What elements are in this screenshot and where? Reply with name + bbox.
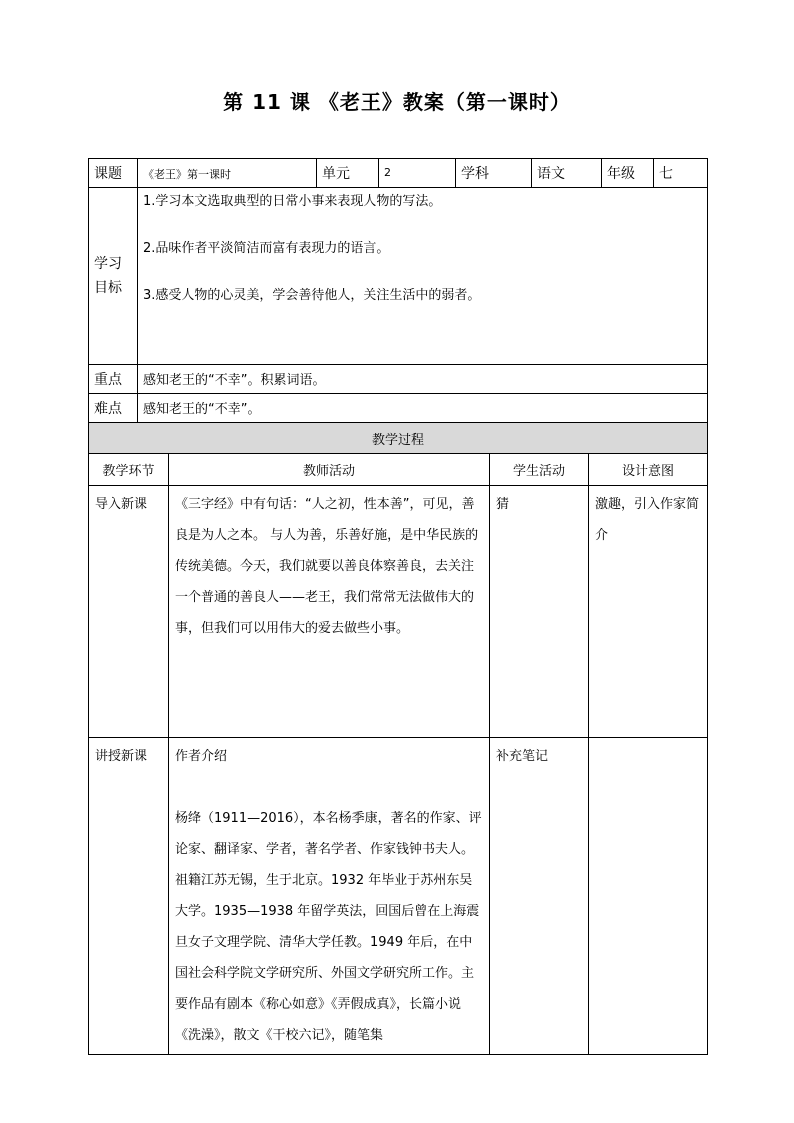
key-point-text: 感知老王的“不幸”。积累词语。 (138, 365, 708, 394)
grade-label: 年级 (602, 159, 654, 188)
grade-value: 七 (654, 159, 708, 188)
stage-cell: 导入新课 (89, 486, 169, 738)
subject-value: 语文 (532, 159, 602, 188)
teacher-activity-cell (169, 738, 490, 1055)
table-row (89, 738, 708, 1055)
column-header-student: 学生活动 (490, 454, 589, 486)
subject-label: 学科 (456, 159, 532, 188)
column-header-stage: 教学环节 (89, 454, 169, 486)
column-header-intent: 设计意图 (589, 454, 708, 486)
student-activity-cell: 猜 (490, 486, 589, 738)
key-point-label: 重点 (89, 365, 138, 394)
lesson-info-table (88, 158, 708, 423)
objectives-content (138, 188, 708, 365)
design-intent-cell (589, 738, 708, 1055)
objective-item: 1.学习本文选取典型的日常小事来表现人物的写法。 (143, 194, 442, 209)
process-header: 教学过程 (89, 423, 708, 454)
objectives-label (89, 188, 138, 365)
objective-item: 3.感受人物的心灵美，学会善待他人，关注生活中的弱者。 (143, 288, 481, 303)
difficulty-label: 难点 (89, 394, 138, 423)
teacher-activity-title: 作者介绍 (175, 749, 228, 764)
design-intent-cell: 激趣，引入作家简介 (589, 486, 708, 738)
topic-value: 《老王》第一课时 (138, 159, 317, 188)
stage-cell: 讲授新课 (89, 738, 169, 1055)
teacher-activity-cell: 《三字经》中有句话：“人之初，性本善”，可见，善良是为人之本。 与人为善，乐善好施，是中华民族的传统美德。今天，我们就要以善良体察善良，去关注一个普通的善良人——老王，我们常常无法做伟大的事，但我们可以用伟大的爱去做些小事。 (169, 486, 490, 738)
column-header-teacher: 教师活动 (169, 454, 490, 486)
topic-label: 课题 (89, 159, 138, 188)
student-activity-cell: 补充笔记 (490, 738, 589, 1055)
table-row (89, 486, 708, 738)
objectives-label-text: 学习目标 (94, 256, 122, 296)
unit-value: 2 (379, 159, 456, 188)
page-title: 第 11 课 《老王》教案（第一课时） (223, 90, 571, 114)
objective-item: 2.品味作者平淡简洁而富有表现力的语言。 (143, 241, 390, 256)
unit-label: 单元 (317, 159, 379, 188)
difficulty-text: 感知老王的“不幸”。 (138, 394, 708, 423)
teaching-process-table (88, 422, 708, 1055)
teacher-activity-text: 杨绛（1911—2016），本名杨季康，著名的作家、评论家、翻译家、学者，著名学者、作家钱钟书夫人。祖籍江苏无锡，生于北京。1932 年毕业于苏州东吴大学。1935—1938 年留学英法，回国后曾在上海震旦女子文理学院、清华大学任教。1949 年后，在中国社会科学院文学研究所、外国文学研究所工作。主要作品有剧本《称心如意》《弄假成真》，长篇小说《洗澡》，散文《干校六记》，随笔集 (175, 811, 482, 1043)
